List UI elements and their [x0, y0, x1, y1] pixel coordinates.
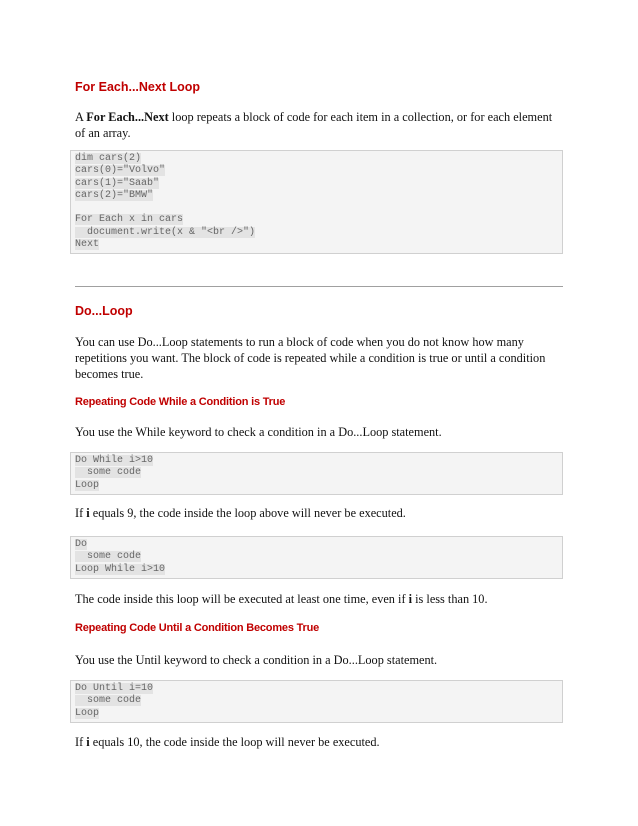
code-line: Loop While i>10: [75, 563, 166, 575]
while-code-block-2: [70, 536, 563, 579]
until-note-1: [75, 734, 565, 750]
code-line: cars(1)="Saab": [75, 177, 160, 189]
doloop-intro: You can use Do...Loop statements to run a block of code when you do not know how many repetitions you want. The block of code is repeated while a condition is true or until a condition becomes true.: [75, 335, 546, 381]
while-code-block: [70, 452, 563, 495]
code-line: For Each x in cars: [75, 214, 184, 226]
note-var: i: [86, 506, 90, 520]
code-line: Do Until i=10: [75, 683, 154, 694]
note-var: i: [408, 592, 413, 606]
code-line: Loop: [75, 479, 100, 491]
note-prefix: The code inside this loop will be executed at least one time, even if: [75, 592, 409, 606]
until-heading: Repeating Code Until a Condition Becomes True: [75, 622, 320, 634]
foreach-intro: [75, 109, 565, 141]
note-suffix: is less than 10.: [412, 592, 488, 606]
code-line: Next: [75, 239, 100, 251]
code-line: Do While i>10: [75, 455, 154, 466]
code-line: document.write(x & "<br />"): [75, 226, 256, 238]
foreach-intro-prefix: A: [75, 110, 87, 124]
foreach-intro-suffix: loop repeats a block of code for each item in a collection, or for each element of an array.: [75, 110, 553, 140]
code-blank-line: [75, 202, 558, 214]
while-heading: Repeating Code While a Condition is True: [75, 396, 286, 408]
section-divider: [75, 286, 563, 287]
code-line: dim cars(2): [75, 153, 142, 164]
until-text: You use the Until keyword to check a condition in a Do...Loop statement.: [75, 653, 438, 667]
note-suffix: equals 9, the code inside the loop above will never be executed.: [89, 506, 406, 520]
while-note-2: [75, 591, 565, 607]
code-line: Do: [75, 539, 88, 550]
foreach-heading: For Each...Next Loop: [75, 80, 201, 94]
code-line: some code: [75, 695, 142, 707]
while-note-1: [75, 505, 565, 521]
code-line: Loop: [75, 707, 100, 719]
until-code-block: [70, 680, 563, 723]
note-prefix: If: [75, 735, 87, 749]
note-suffix: equals 10, the code inside the loop will never be executed.: [89, 735, 380, 749]
doloop-heading: Do...Loop: [75, 304, 133, 318]
code-line: cars(2)="BMW": [75, 189, 154, 201]
code-line: cars(0)="Volvo": [75, 165, 166, 177]
foreach-code-block: [70, 150, 563, 254]
note-var: i: [86, 735, 90, 749]
note-prefix: If: [75, 506, 87, 520]
foreach-intro-bold: For Each...Next: [86, 110, 169, 124]
code-line: some code: [75, 551, 142, 563]
code-line: some code: [75, 467, 142, 479]
while-text: You use the While keyword to check a condition in a Do...Loop statement.: [75, 425, 442, 439]
